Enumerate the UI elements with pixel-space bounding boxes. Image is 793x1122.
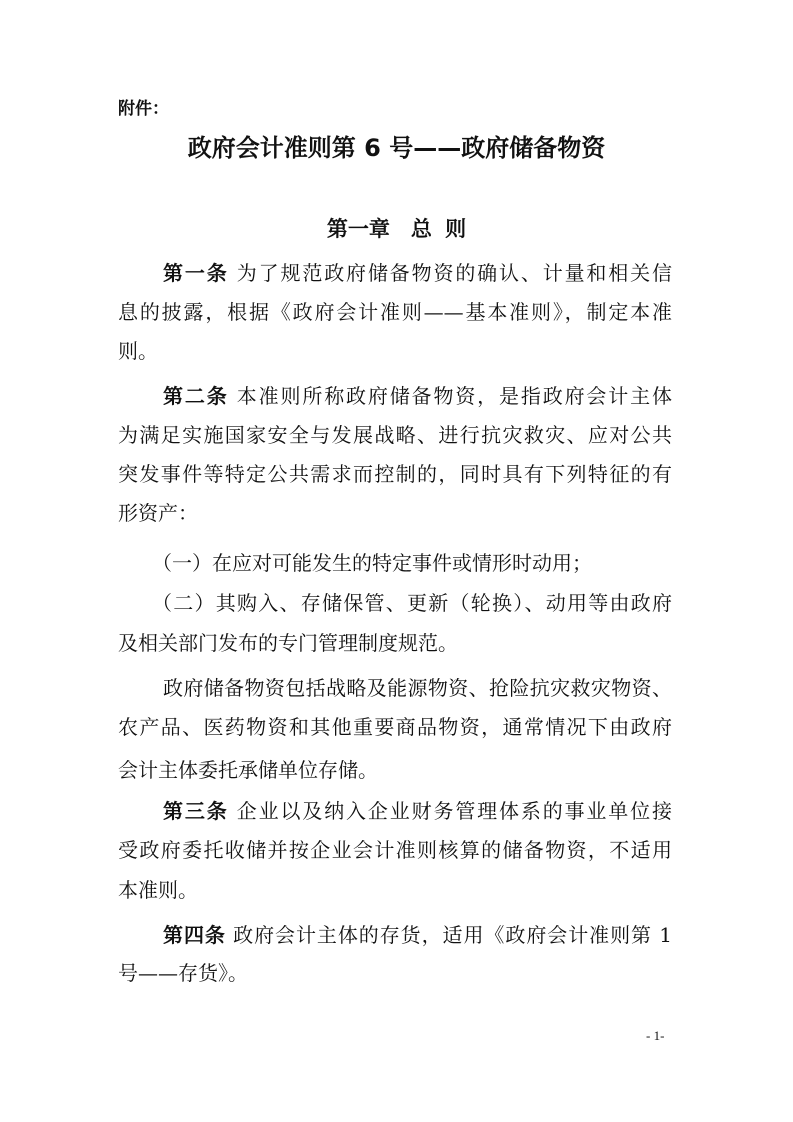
line-text: 企业以及纳入企业财务管理体系的事业单位接 (228, 799, 672, 823)
article-number: 第四条 (163, 923, 226, 947)
body-line (118, 421, 672, 449)
body-line (118, 298, 672, 326)
body-line (118, 460, 672, 488)
body-line (152, 549, 592, 577)
line-text: 为满足实施国家安全与发展战略、进行抗灾救灾、应对公共 (118, 423, 672, 447)
line-text: 形资产： (118, 501, 198, 525)
body-line (118, 713, 672, 741)
body-line (163, 382, 672, 410)
line-text: （一）在应对可能发生的特定事件或情形时动用； (152, 551, 592, 575)
body-line (152, 589, 672, 617)
body-line (118, 836, 672, 864)
line-text: 则。 (118, 339, 158, 363)
line-text: 突发事件等特定公共需求而控制的，同时具有下列特征的有 (118, 462, 672, 486)
article-number: 第三条 (163, 799, 229, 823)
line-text: 农产品、医药物资和其他重要商品物资，通常情况下由政府 (118, 715, 672, 739)
page-number: - 1- (646, 1028, 665, 1043)
line-text: 及相关部门发布的专门管理制度规范。 (118, 631, 458, 655)
body-line (163, 797, 672, 825)
body-line (118, 337, 158, 365)
line-text: 为了规范政府储备物资的确认、计量和相关信 (228, 261, 672, 285)
line-text: 政府储备物资包括战略及能源物资、抢险抗灾救灾物资、 (163, 676, 672, 700)
body-line (118, 499, 198, 527)
document-title: 政府会计准则第 6 号——政府储备物资 (187, 134, 606, 162)
line-text: 会计主体委托承储单位存储。 (118, 758, 378, 782)
line-text: （二）其购入、存储保管、更新（轮换）、动用等由政府 (152, 591, 672, 615)
line-text: 息的披露，根据《政府会计准则——基本准则》，制定本准 (118, 300, 672, 324)
article-number: 第一条 (163, 261, 229, 285)
body-line (163, 259, 672, 287)
line-text: 本准则。 (118, 878, 198, 902)
body-line (118, 629, 458, 657)
body-line (163, 674, 672, 702)
body-line (118, 959, 248, 987)
article-number: 第二条 (163, 384, 229, 408)
chapter-heading: 第一章 总 则 (326, 217, 467, 241)
attachment-label: 附件： (118, 99, 169, 119)
line-text: 本准则所称政府储备物资，是指政府会计主体 (228, 384, 672, 408)
body-line (163, 921, 672, 949)
body-line (118, 756, 378, 784)
line-text: 号——存货》。 (118, 961, 248, 985)
line-text: 受政府委托收储并按企业会计准则核算的储备物资，不适用 (118, 838, 672, 862)
body-line (118, 876, 198, 904)
line-text: 政府会计主体的存货，适用《政府会计准则第 1 (225, 923, 672, 947)
